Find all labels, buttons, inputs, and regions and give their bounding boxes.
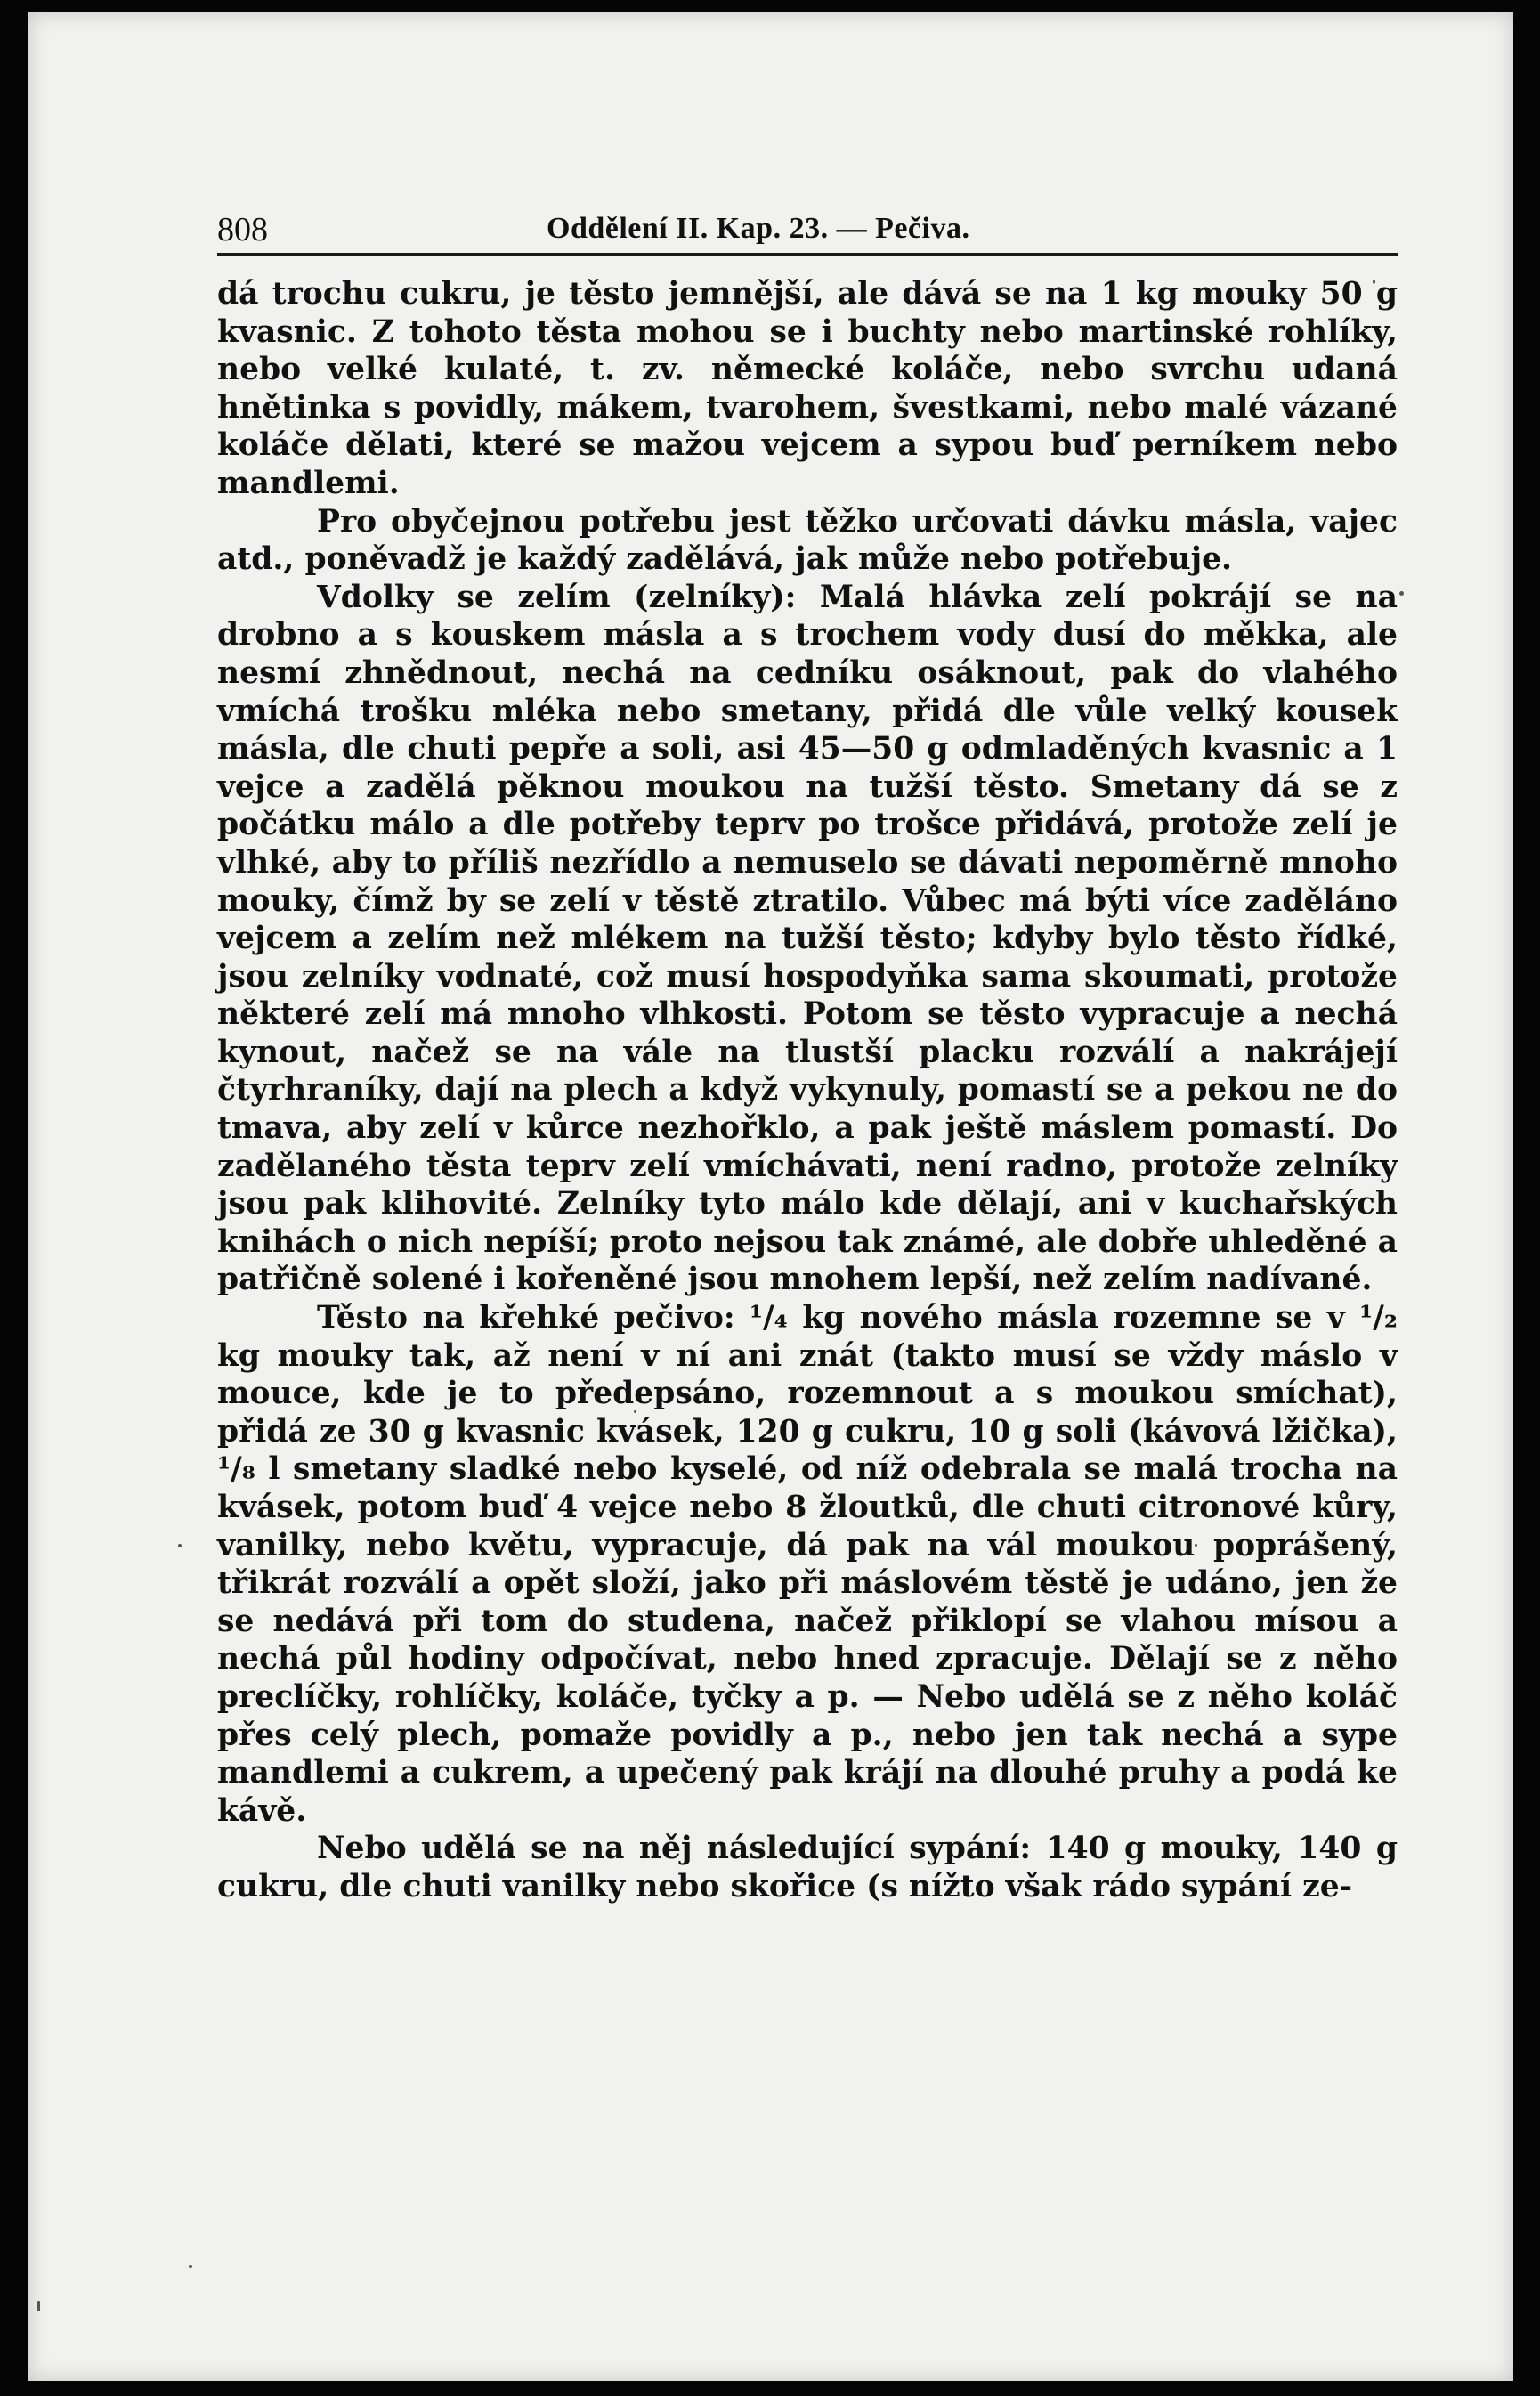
- paragraph-sypani: Nebo udělá se na něj následující sypání: 140 g mouky, 140 g cukru, dle chuti vanilky nebo skořice (s nížto však rádo sypání ze-: [217, 1831, 1398, 1905]
- page-content: [217, 201, 1398, 1906]
- paragraph-2: Pro obyčejnou potřebu jest těžko určovati dávku másla, vajec atd., poněvadž je každý zadělává, jak může nebo potřebuje.: [217, 503, 1398, 578]
- running-head: [217, 201, 1398, 256]
- body-text: [217, 275, 1398, 1906]
- section-title: Oddělení II. Kap. 23. — Pečiva.: [547, 212, 970, 245]
- paragraph-vdolky: Vdolky se zelím (zelníky): Malá hlávka zelí pokrájí se na drobno a s kouskem másla a s trochem vody dusí do měkka, ale nesmí zhnědnout, nechá na cedníku osáknout, pak do vlahého vmíchá trošku mléka nebo smetany, přidá dle vůle velký kousek másla, dle chuti pepře a soli, asi 45—50 g odmladěných kvasnic a 1 vejce a zadělá pěknou moukou na tužší těsto. Smetany dá se z počátku málo a dle potřeby teprv po trošce přidává, protože zelí je vlhké, aby to příliš nezřídlo a nemuselo se dávati nepoměrně mnoho mouky, čímž by se zelí v těstě ztratilo. Vůbec má býti více zaděláno vejcem a zelím než mlékem na tužší těsto; kdyby bylo těsto řídké, jsou zelníky vodnaté, což musí hospodyňka sama skoumati, protože některé zelí má mnoho vlhkosti. Potom se těsto vypracuje a nechá kynout, načež se na vále na tlustší placku rozválí a nakrájejí čtyrhraníky, dají na plech a když vykynuly, pomastí se a pekou ne do tmava, aby zelí v kůrce nezhořklo, a pak ještě máslem pomastí. Do zadělaného těsta teprv zelí vmíchávati, není radno, protože zelníky jsou pak klihovité. Zelníky tyto málo kde dělají, ani v kuchařských knihách o nich nepíší; proto nejsou tak známé, ale dobře uhleděné a patřičně solené i kořeněné jsou mnohem lepší, než zelím nadívané.: [217, 579, 1398, 1298]
- paragraph-testo-krehke: Těsto na křehké pečivo: ¹/₄ kg nového másla rozemne se v ¹/₂ kg mouky tak, až není v ní ani znát (takto musí se vždy máslo v mouce, kde je to předepsáno, rozemnout a s moukou smíchat), přidá ze 30 g kvasnic kvásek, 120 g cukru, 10 g soli (kávová lžička), ¹/₈ l smetany sladké nebo kyselé, od níž odebrala se malá trocha na kvásek, potom buď 4 vejce nebo 8 žloutků, dle chuti citronové kůry, vanilky, nebo květu, vypracuje, dá pak na vál moukou poprášený, třikrát rozválí a opět složí, jako při máslovém těstě je udáno, jen že se nedává při tom do studena, načež přiklopí se vlahou mísou a nechá půl hodiny odpočívat, nebo hned zpracuje. Dělají se z něho preclíčky, rohlíčky, koláče, tyčky a p. — Nebo udělá se z něho koláč přes celý plech, pomaže povidly a p., nebo jen tak nechá a sype mandlemi a cukrem, a upečený pak krájí na dlouhé pruhy a podá ke kávě.: [217, 1300, 1398, 1829]
- page-number: 808: [217, 211, 268, 248]
- paragraph-1: dá trochu cukru, je těsto jemnější, ale dává se na 1 kg mouky 50 g kvasnic. Z tohoto těsta mohou se i buchty nebo martinské rohlíky, nebo velké kulaté, t. zv. německé koláče, nebo svrchu udaná hnětinka s povidly, mákem, tvarohem, švestkami, nebo malé vázané koláče dělati, které se mažou vejcem a sypou buď perníkem nebo mandlemi.: [217, 276, 1398, 501]
